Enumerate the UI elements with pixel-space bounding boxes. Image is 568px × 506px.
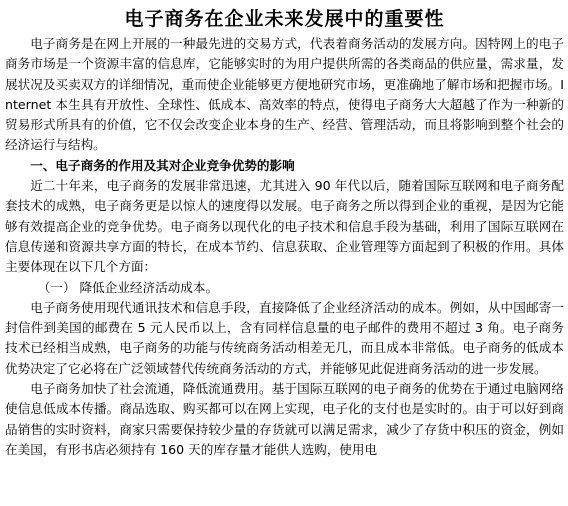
document-title: 电子商务在企业未来发展中的重要性 <box>124 8 445 30</box>
paragraph-cost-reduction: 电子商务使用现代通讯技术和信息手段，直接降低了企业经济活动的成本。例如，从中国邮寄一封信件到美国的邮费在 5 元人民币以上，含有同样信息量的电子邮件的费用不超过 3 角。电子商务技术已经相当成熟，电子商务的功能与传统商务活动相差无几，而且成本非常低。电子商务的低成本优势决定了它必将在广泛领域替代传统商务活动的方式，并能够见此促进商务活动的进一步发展。 <box>5 299 564 376</box>
paragraph-section-intro: 近二十年来，电子商务的发展非常迅速，尤其进入 90 年代以后，随着国际互联网和电子商务配套技术的成熟，电子商务更是以惊人的速度得以发展。电子商务之所以得到企业的重视，是因为它能够有效提高企业的竞争优势。电子商务以现代化的电子技术和信息手段为基础，利用了国际互联网在信息传递和资源共享方面的特长，在成本节约、信息获取、企业管理等方面起到了积极的作用。具体主要体现在以下几个方面： <box>5 178 564 275</box>
paragraph-circulation: 电子商务加快了社会流通，降低流通费用。基于国际互联网的电子商务的优势在于通过电脑网络使信息低成本传播。商品选取、购买都可以在网上实现，电子化的支付也是实时的。由于可以好到商品销售的实时资料，商家只需要保持较少量的存货就可以满足需求，减少了存货中积压的资金，例如在美国，有形书店必须持有 160 天的库存量才能供人选购，使用电 <box>5 381 564 457</box>
subsection-heading: （一） 降低企业经济活动成本。 <box>37 279 219 295</box>
section-heading: 一、电子商务的作用及其对企业竞争优势的影响 <box>30 157 295 173</box>
paragraph-intro: 电子商务是在网上开展的一种最先进的交易方式，代表着商务活动的发展方向。因特网上的电子商务市场是一个资源丰富的信息库，它能够实时的为用户提供所需的各类商品的供应量，需求量，发展状况及买卖双方的详细情况，重而使企业能够更方便地研究市场，更准确地了解市场和把握市场。Internet 本生具有开放性、全球性、低成本、高效率的特点，使得电子商务大大超越了作为一种新的贸易形式所具有的价值，它不仅会改变企业本身的生产、经营、管理活动，而且将影响到整个社会的经济运行与结构。 <box>5 36 564 153</box>
